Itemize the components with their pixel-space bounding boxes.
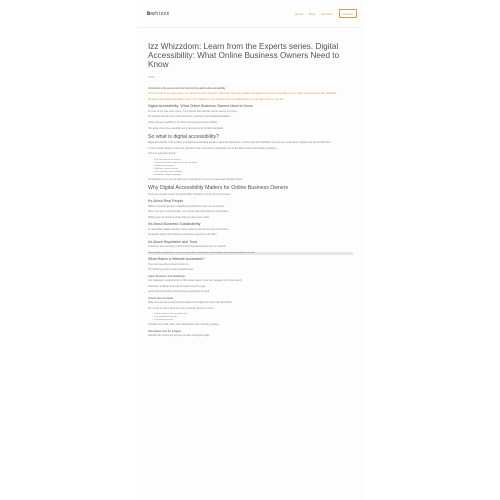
paragraph: Avoid skipping heading levels and keep paragraphs focused. xyxy=(148,291,210,294)
nav-blog-link[interactable]: Blog xyxy=(309,11,316,16)
paragraph: Accessible design often improves overall user experience and SEO. xyxy=(148,234,218,237)
paragraph: As more of our lives move online, it is important that websites can be used by everyone. xyxy=(148,110,238,113)
paragraph: In the next part of our expert series, we explore how online business owners can make their websites and digital content more accessible to every visitor, including people with disabilities. xyxy=(148,93,337,96)
subsection-heading: What Makes a Website Accessible? xyxy=(148,257,205,262)
page xyxy=(137,0,363,500)
paragraph: An accessible website reaches a wider audience and can increase conversions. xyxy=(148,228,230,231)
paragraph: There are several reasons why accessibility should be a priority for your business. xyxy=(148,193,232,196)
minor-heading: Colour and Contrast xyxy=(148,295,174,300)
subsection-heading: It's About Business Sustainability xyxy=(148,222,201,227)
list-item: • Text alternatives for images xyxy=(152,159,353,162)
paragraph: Use headings in a logical order so that screen reader users can navigate your content easily. xyxy=(148,280,243,283)
site-header xyxy=(137,0,363,28)
paragraph: It also improves usability for all visitors and supports search visibility. xyxy=(148,121,218,124)
paragraph: There are several key areas to focus on. xyxy=(148,263,190,266)
paragraph: Consider users with colour vision deficiencies when choosing palettes. xyxy=(148,324,220,327)
paragraph: Common examples include: xyxy=(148,153,177,156)
subsection-heading: Digital Accessibility: What Online Business Owners Need to Know xyxy=(148,104,253,109)
list-item: • Clear structure and headings xyxy=(152,171,353,174)
nav-home-link[interactable]: Home xyxy=(295,11,304,16)
list-item: • Check contrast with an online tool xyxy=(152,313,353,316)
subsection-heading: It's About Real People xyxy=(148,199,184,204)
paragraph: Accessibility benefits users with permanent, temporary and situational disabilities. xyxy=(148,116,231,119)
logo-mark: b xyxy=(147,10,151,17)
article-date: 2023 xyxy=(148,74,155,79)
paragraph: Introduction to the series and a brief note from the author about accessibility. xyxy=(148,87,226,90)
list-item: • Captions and transcripts for audio and video xyxy=(152,162,353,165)
article xyxy=(137,28,363,338)
paragraph: This guide covers the essentials every business owner should understand. xyxy=(148,127,224,130)
bullet-list xyxy=(148,313,353,322)
paragraph: Making your site inclusive shows that you value every visitor. xyxy=(148,216,210,219)
section-heading: Why Digital Accessibility Matters for Online Business Owners xyxy=(148,185,289,192)
list-item: • Sufficient colour contrast xyxy=(152,168,353,171)
minor-heading: Clear Structure and Headings xyxy=(148,274,185,279)
site-logo[interactable] xyxy=(147,11,170,17)
paragraph: Descriptive headings also help all readers scan the page. xyxy=(148,285,207,288)
subsection-heading: It's About Reputation and Trust xyxy=(148,239,198,244)
paragraph: Make sure text has enough contrast against its background to be read comfortably. xyxy=(148,301,233,304)
highlighted-text: Accessibility commitments can set you apart from competitors and strengthen your brand reputation over time. xyxy=(148,252,353,255)
paragraph: Customers are more likely to trust brands that demonstrate care for inclusion. xyxy=(148,246,227,249)
section-heading: So what is digital accessibility? xyxy=(148,133,219,140)
paragraph: Do not rely on colour alone to convey meaning; add text or icons. xyxy=(148,307,215,310)
nav-services-link[interactable]: Services xyxy=(321,11,333,16)
paragraph: We look at what digital accessibility means, why it matters for your business, and the practical steps you can take to improve your site. xyxy=(148,98,285,101)
list-item: • Test with greyscale xyxy=(152,319,353,322)
article-body xyxy=(148,88,353,338)
bullet-list xyxy=(148,159,353,177)
paragraph: It covers visual, auditory, motor and cognitive needs, and relies on standards such as the Web Content Accessibility Guidelines. xyxy=(148,147,278,150)
list-item: • Use underlines for links xyxy=(152,316,353,319)
minor-heading: Alternative Text for Images xyxy=(148,328,182,333)
paragraph: Millions of people live with a disability that affects how they use the internet. xyxy=(148,205,225,208)
article-title: Izz Whizzdom: Learn from the Experts series. Digital Accessibility: What Online Business Owners Need to Know xyxy=(148,42,340,70)
main-nav xyxy=(295,9,357,18)
paragraph: When your site is not accessible, you exclude potential customers and readers. xyxy=(148,211,229,214)
logo-text: whizzx xyxy=(150,10,170,17)
paragraph: Describe the content and purpose of each meaningful image. xyxy=(148,334,211,337)
contact-button[interactable]: Contact xyxy=(339,9,357,18)
paragraph: Accessibility is not a one-off task but an ongoing part of how you create and maintain content. xyxy=(148,178,243,181)
paragraph: The following sections outline practical steps. xyxy=(148,269,194,272)
list-item: • Readable, simple language xyxy=(152,174,353,177)
paragraph: Digital accessibility is the practice of designing and building websites, apps and documents so that people with disabilities can perceive, understand, navigate and interact with them. xyxy=(148,142,332,145)
list-item: • Keyboard navigation xyxy=(152,165,353,168)
